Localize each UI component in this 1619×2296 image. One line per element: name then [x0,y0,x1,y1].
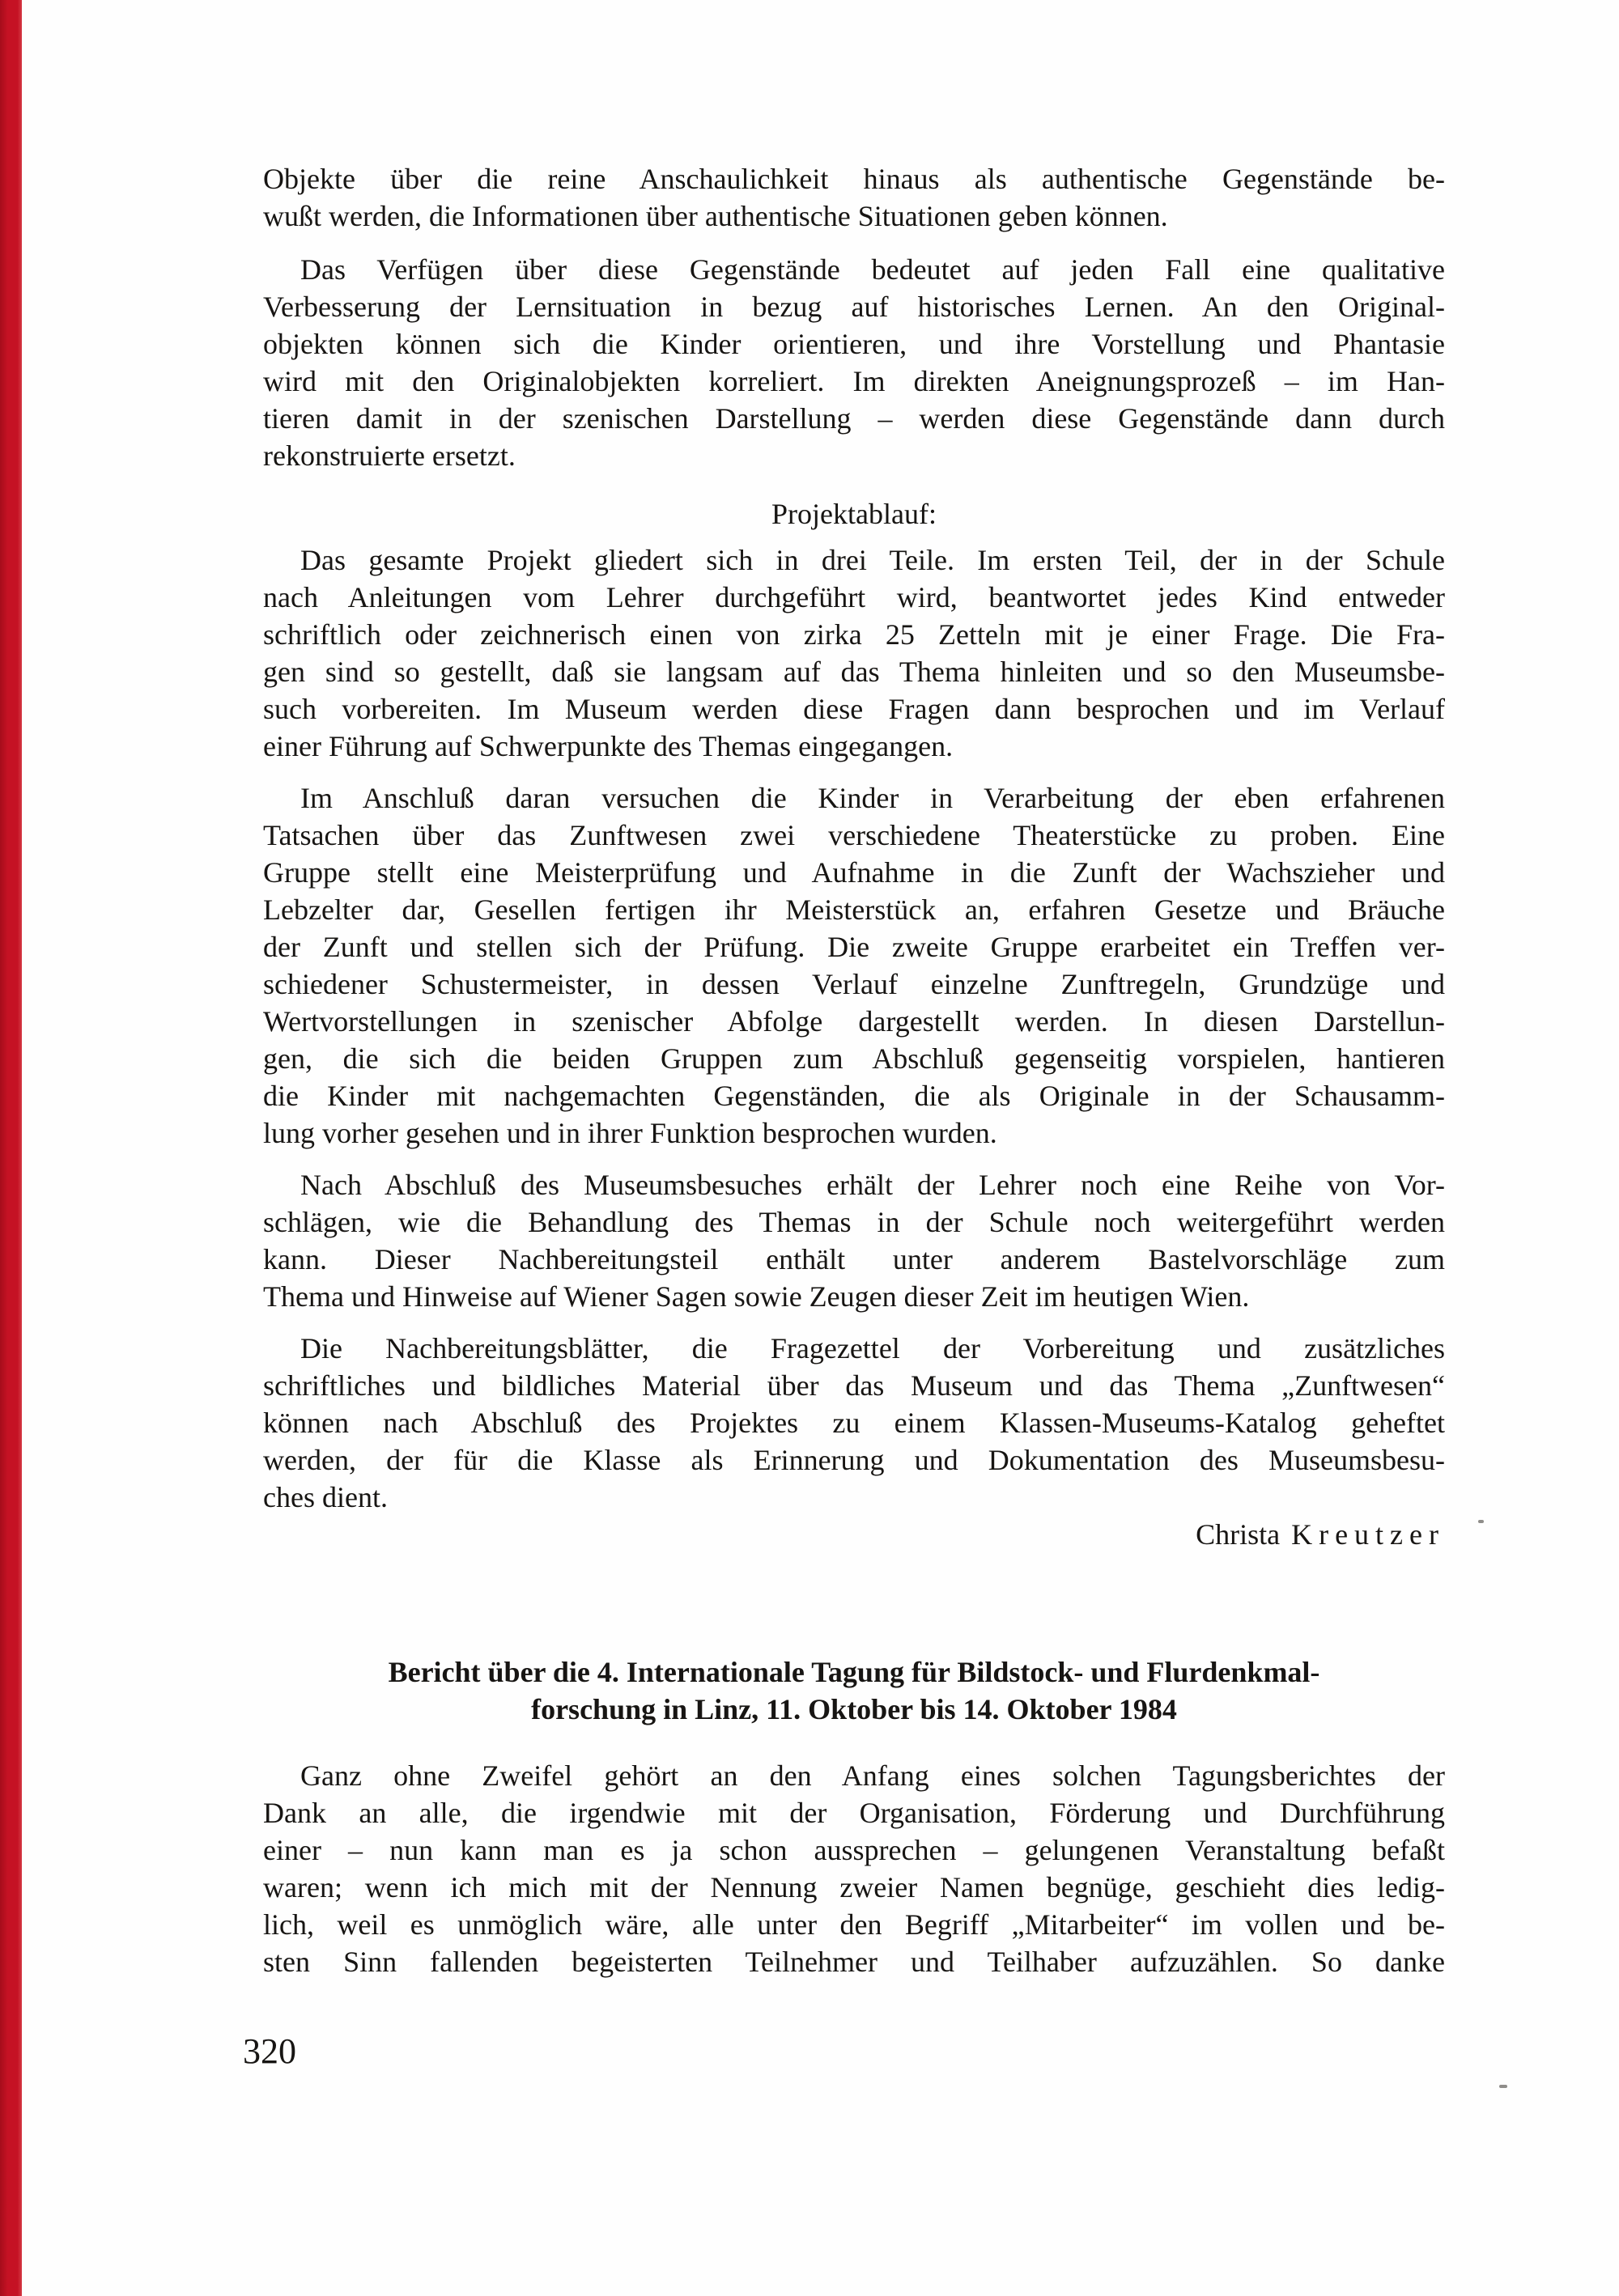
author-first-name: Christa [1196,1518,1281,1551]
paragraph [263,1166,1445,1315]
text-line: werden, der für die Klasse als Erinnerung und Dokumentation des Museumsbesu- [263,1444,1445,1476]
page-text-block [263,160,1445,1980]
text-line: rekonstruierte ersetzt. [263,439,516,472]
text-line: Wertvorstellungen in szenischer Abfolge dargestellt werden. In diesen Darstellun- [263,1005,1445,1038]
text-line: einer – nun kann man es ja schon aussprechen – gelungenen Veranstaltung befaßt [263,1834,1445,1866]
title-line: Bericht über die 4. Internationale Tagung für Bildstock- und Flurdenkmal- [388,1656,1320,1688]
text-line: Thema und Hinweise auf Wiener Sagen sowie Zeugen dieser Zeit im heutigen Wien. [263,1280,1250,1313]
text-line: nach Anleitungen vom Lehrer durchgeführt wird, beantwortet jedes Kind entweder [263,581,1445,613]
text-line: die Kinder mit nachgemachten Gegenständen, die als Originale in der Schausamm- [263,1080,1445,1112]
text-line: Lebzelter dar, Gesellen fertigen ihr Meisterstück an, erfahren Gesetze und Bräuche [263,893,1445,926]
text-line: lung vorher gesehen und in ihrer Funktion besprochen wurden. [263,1117,997,1149]
paragraph [263,541,1445,765]
scan-speck [1499,2085,1507,2088]
paragraph [263,251,1445,474]
text-line: schriftlich oder zeichnerisch einen von zirka 25 Zetteln mit je einer Frage. Die Fra- [263,618,1445,651]
author-surname: Kreutzer [1291,1518,1445,1551]
paragraph [263,779,1445,1152]
text-line: schriftliches und bildliches Material über das Museum und das Thema „Zunftwesen“ [263,1369,1445,1402]
text-line: objekten können sich die Kinder orientieren, und ihre Vorstellung und Phantasie [263,328,1445,360]
text-line: können nach Abschluß des Projektes zu einem Klassen-Museums-Katalog geheftet [263,1407,1445,1439]
page-number: 320 [243,2031,296,2071]
text-line: einer Führung auf Schwerpunkte des Themas eingegangen. [263,730,954,762]
text-line: gen, die sich die beiden Gruppen zum Abschluß gegenseitig vorspielen, hantieren [263,1042,1445,1075]
text-line: Die Nachbereitungsblätter, die Fragezettel der Vorbereitung und zusätzliches [300,1332,1445,1364]
text-line: Gruppe stellt eine Meisterprüfung und Aufnahme in die Zunft der Wachszieher und [263,856,1445,889]
text-line: wußt werden, die Informationen über authentische Situationen geben können. [263,200,1168,232]
text-line: Im Anschluß daran versuchen die Kinder in Verarbeitung der eben erfahrenen [300,782,1445,814]
paragraph-continuation [263,160,1445,235]
text-line: kann. Dieser Nachbereitungsteil enthält unter anderem Bastelvorschläge zum [263,1243,1445,1275]
text-line: Verbesserung der Lernsituation in bezug auf historisches Lernen. An den Original- [263,291,1445,323]
text-line: Objekte über die reine Anschaulichkeit hinaus als authentische Gegenstände be- [263,163,1445,195]
title-line: forschung in Linz, 11. Oktober bis 14. Oktober 1984 [531,1693,1177,1725]
text-line: tieren damit in der szenischen Darstellung – werden diese Gegenstände dann durch [263,402,1445,435]
section-heading-projektablauf: Projektablauf: [771,498,937,530]
text-line: ches dient. [263,1481,388,1513]
text-line: such vorbereiten. Im Museum werden diese Fragen dann besprochen und im Verlauf [263,693,1445,725]
report-title [263,1653,1445,1728]
text-line: Das gesamte Projekt gliedert sich in drei Teile. Im ersten Teil, der in der Schule [300,544,1445,576]
text-line: schlägen, wie die Behandlung des Themas in der Schule noch weitergeführt werden [263,1206,1445,1238]
text-line: wird mit den Originalobjekten korreliert. Im direkten Aneignungsprozeß – im Han- [263,365,1445,397]
text-line: Das Verfügen über diese Gegenstände bedeutet auf jeden Fall eine qualitative [300,253,1445,286]
text-line: der Zunft und stellen sich der Prüfung. Die zweite Gruppe erarbeitet ein Treffen ver- [263,931,1445,963]
text-line: schiedener Schustermeister, in dessen Verlauf einzelne Zunftregeln, Grundzüge und [263,968,1445,1000]
book-edge-stripe [0,0,22,2296]
text-line: sten Sinn fallenden begeisterten Teilnehmer und Teilhaber aufzuzählen. So danke [263,1946,1445,1978]
scan-speck [1478,1520,1484,1523]
text-line: Dank an alle, die irgendwie mit der Organisation, Förderung und Durchführung [263,1797,1445,1829]
text-line: gen sind so gestellt, daß sie langsam auf das Thema hinleiten und so den Museumsbe- [263,656,1445,688]
text-line: Tatsachen über das Zunftwesen zwei verschiedene Theaterstücke zu proben. Eine [263,819,1445,851]
text-line: Nach Abschluß des Museumsbesuches erhält der Lehrer noch eine Reihe von Vor- [300,1169,1445,1201]
text-line: Ganz ohne Zweifel gehört an den Anfang eines solchen Tagungsberichtes der [300,1759,1445,1792]
text-line: lich, weil es unmöglich wäre, alle unter den Begriff „Mitarbeiter“ im vollen und be- [263,1908,1445,1941]
text-line: waren; wenn ich mich mit der Nennung zweier Namen begnüge, geschieht dies ledig- [263,1871,1445,1903]
author-signature [263,1516,1445,1553]
paragraph [263,1757,1445,1980]
paragraph [263,1330,1445,1516]
